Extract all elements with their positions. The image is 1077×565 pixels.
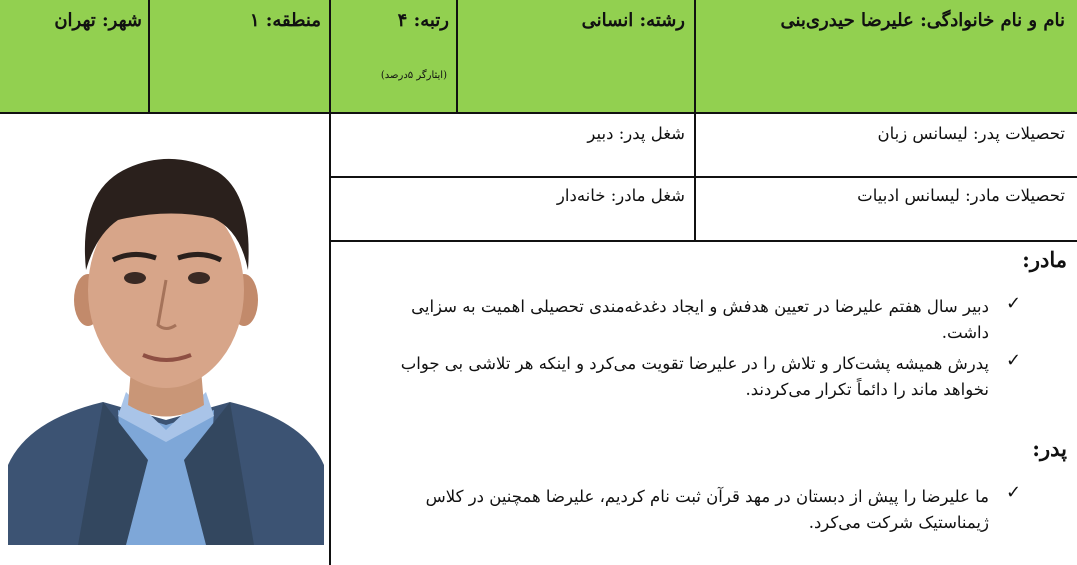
field-of-study: رشته: انسانی xyxy=(581,10,685,31)
father-section-title: پدر: xyxy=(1032,436,1067,461)
city: شهر: تهران xyxy=(54,10,142,31)
check-icon: ✓ xyxy=(1006,293,1022,314)
check-icon: ✓ xyxy=(1006,482,1022,503)
header-divider xyxy=(148,0,150,113)
mother-item: دبیر سال هفتم علیرضا در تعیین هدفش و ایجاد دغدغه‌مندی تحصیلی اهمیت به سزایی داشت. xyxy=(411,297,989,342)
rank: رتبه: ۴ xyxy=(397,10,449,31)
mother-section-title: مادر: xyxy=(1022,247,1067,272)
info-row-divider xyxy=(329,176,1077,178)
info-bottom-border xyxy=(329,240,1077,242)
father-item: ما علیرضا را پیش از دبستان در مهد قرآن ثبت نام کردیم، علیرضا همچنین در کلاس ژیمناستیک شرکت می‌کرد. xyxy=(425,487,989,532)
student-photo xyxy=(8,120,324,545)
mother-item: پدرش همیشه پشت‌کار و تلاش را در علیرضا تقویت می‌کرد و اینکه هر تلاشی بی جواب نخواهد ماند را دائماً تکرار می‌کردند. xyxy=(400,354,989,399)
portrait-illustration xyxy=(8,120,324,545)
father-education: تحصیلات پدر: لیسانس زبان xyxy=(877,124,1065,143)
father-job: شغل پدر: دبیر xyxy=(587,124,685,143)
region: منطقه: ۱ xyxy=(249,10,321,31)
photo-column-divider xyxy=(329,113,331,565)
header-bottom-border xyxy=(0,112,1077,114)
mother-job: شغل مادر: خانه‌دار xyxy=(556,186,685,205)
student-name: نام و نام خانوادگی: علیرضا حیدری‌بنی xyxy=(780,10,1065,31)
check-icon: ✓ xyxy=(1006,350,1022,371)
rank-note: (ایثارگر ۵درصد) xyxy=(380,70,447,81)
mother-education: تحصیلات مادر: لیسانس ادبیات xyxy=(857,186,1065,205)
